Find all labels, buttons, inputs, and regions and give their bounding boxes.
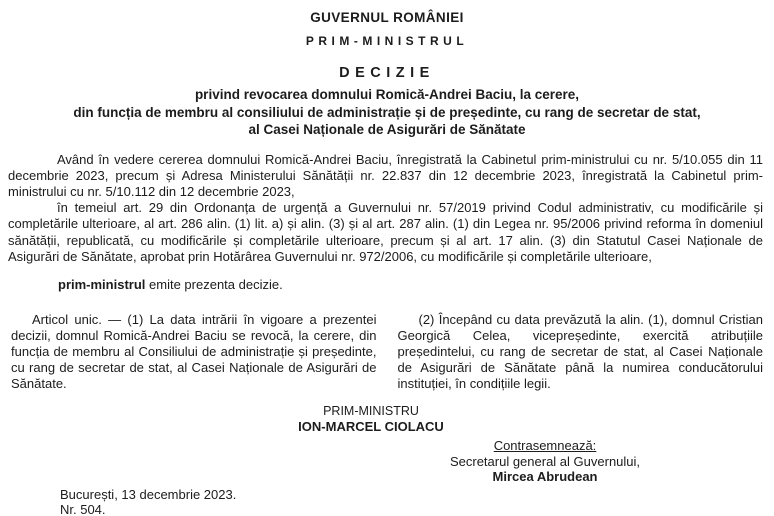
document-title: [0, 86, 774, 139]
article-right-column: (2) Începând cu data prevăzută la alin. (1), domnul Cristian Georgică Celea, vicepreședinte, exercită atribuțiile președintelui, cu rang de secretar de stat, al Casei Naționale de Asigurări de Sănătate până la numirea conducătorului instituției, în condițiile legii.: [397, 311, 763, 392]
document-title-line-1: privind revocarea domnului Romică-Andrei Baciu, la cerere,: [194, 87, 580, 102]
document-title-line-3: al Casei Naționale de Asigurări de Sănătate: [248, 122, 526, 137]
countersign-name: Mircea Abrudean: [492, 469, 598, 485]
issuing-institution: GUVERNUL ROMÂNIEI: [310, 10, 464, 25]
document-footer: [60, 487, 774, 516]
document-number: Nr. 504.: [60, 502, 106, 516]
document-type-heading: DECIZIE: [339, 65, 435, 81]
issuing-office: PRIM-MINISTRUL: [305, 34, 469, 48]
enacting-formula: [58, 277, 763, 293]
prime-minister-title: PRIM-MINISTRU: [323, 404, 419, 419]
article-left-column: Articol unic. — (1) La data intrării în vigoare a prezentei decizii, domnul Romică-Andrei Baciu se revocă, la cerere, din funcția de membru al Consiliului de administrație și președinte, cu rang de secretar de stat, al Casei Naționale de Asigurări de Sănătate.: [11, 311, 377, 392]
countersign-label: Contrasemnează:: [493, 438, 597, 454]
document-title-line-2: din funcția de membru al consiliului de administrație și de președinte, cu rang de secretar de stat,: [73, 104, 701, 120]
place-and-date: București, 13 decembrie 2023.: [60, 486, 237, 502]
prime-minister-signature-block: [0, 404, 774, 435]
preamble: [8, 152, 763, 265]
article-body: [11, 312, 763, 392]
countersign-role: Secretarul general al Guvernului,: [449, 453, 641, 469]
preamble-paragraph-2: în temeiul art. 29 din Ordonanța de urgență a Guvernului nr. 57/2019 privind Codul administrativ, cu modificările și completările ulterioare, al art. 286 alin. (1) lit. a) și alin. (3) și al art. 287 alin. (1) din Legea nr. 95/2006 privind reforma în domeniul sănătății, republicată, cu modificările și completările ulterioare, precum și al art. 17 alin. (3) din Statutul Casei Naționale de Asigurări de Sănătate, aprobat prin Hotărârea Guvernului nr. 972/2006, cu modificările și completările ulterioare,: [8, 200, 763, 264]
preamble-paragraph-1: Având în vedere cererea domnului Romică-Andrei Baciu, înregistrată la Cabinetul prim-ministrului cu nr. 5/10.055 din 11 decembrie 2023, precum și Adresa Ministerului Sănătății nr. 22.837 din 12 decembrie 2023, înregistrată la Cabinetul prim-ministrului cu nr. 5/10.112 din 12 decembrie 2023,: [8, 151, 763, 199]
enacting-formula-subject: prim-ministrul: [58, 276, 146, 292]
enacting-formula-text: emite prezenta decizie.: [145, 276, 283, 292]
countersignature-block: [0, 438, 774, 485]
prime-minister-name: ION-MARCEL CIOLACU: [298, 419, 444, 435]
